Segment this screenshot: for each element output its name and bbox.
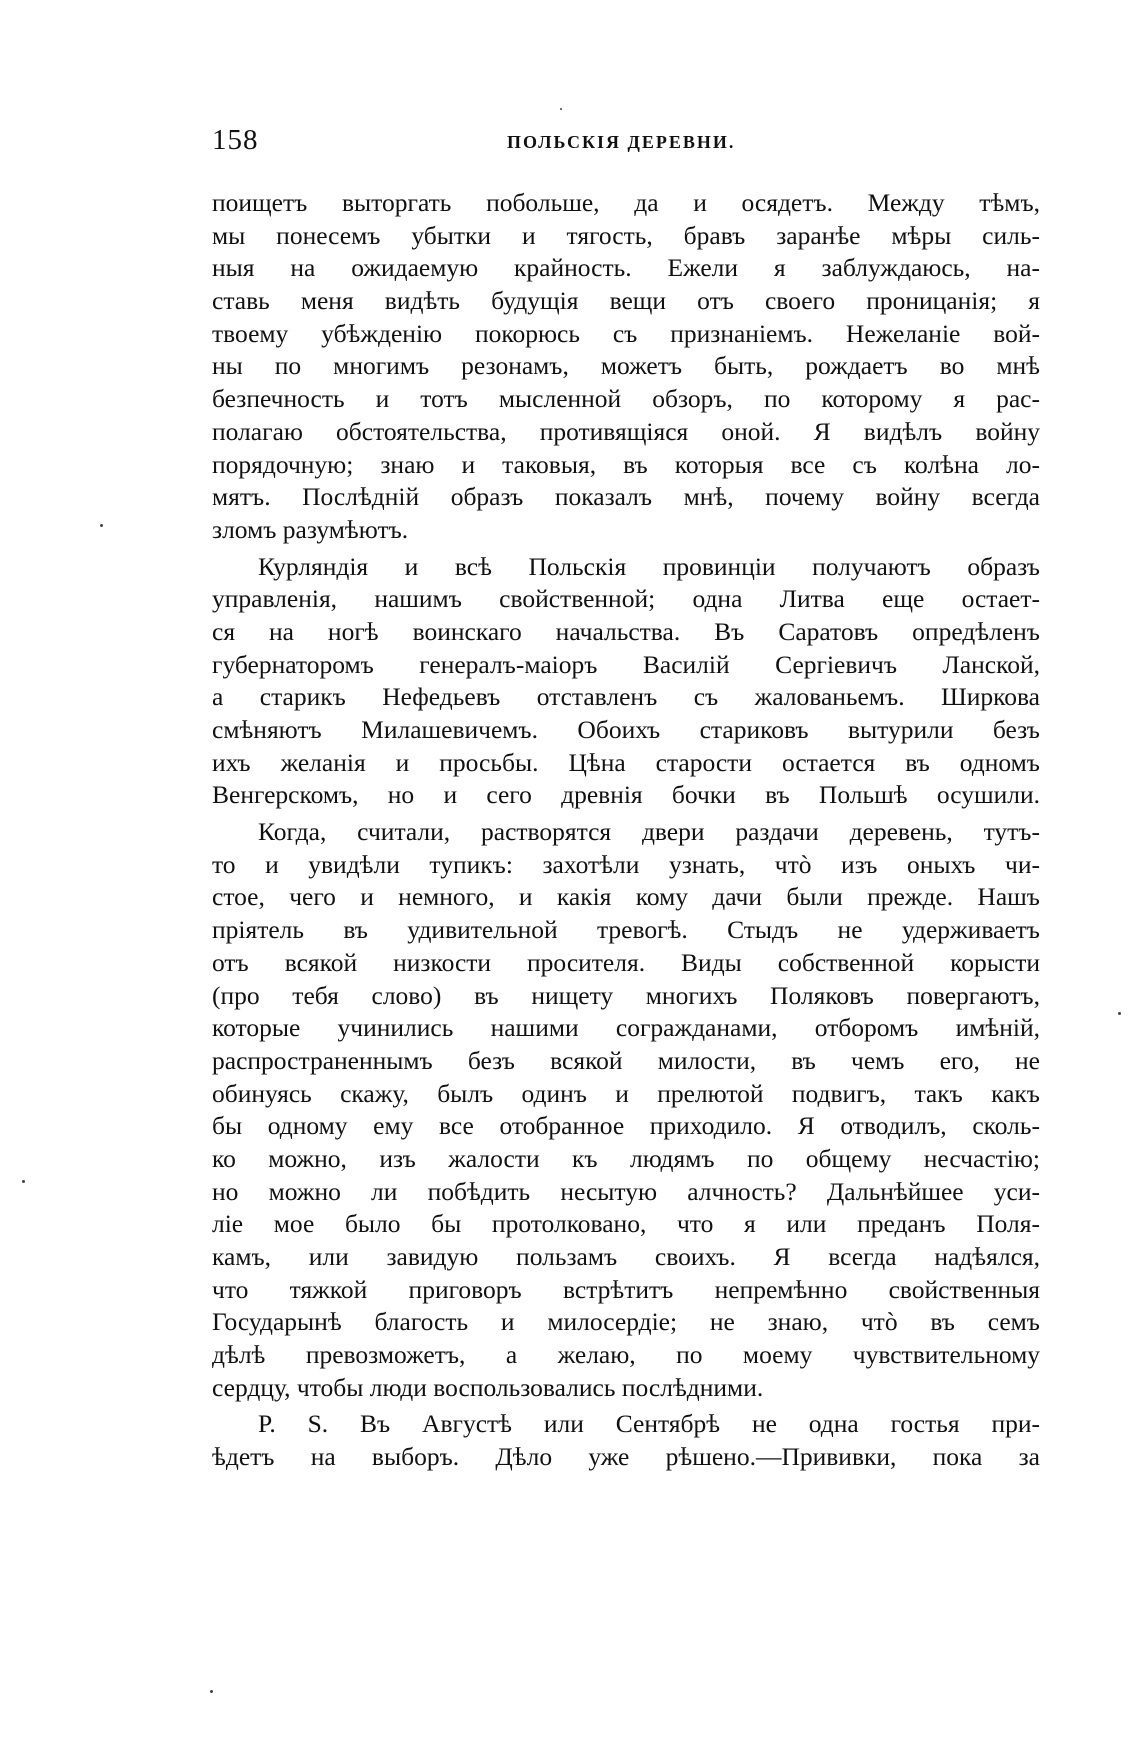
text-line: но можно ли побѣдить несытую алчность? Дальнѣйшее уси- [212,1176,1040,1206]
text-line: ихъ желанія и просьбы. Цѣна старости остается въ одномъ [212,747,1040,777]
text-line: управленія, нашимъ свойственной; одна Литва еще остает- [212,584,1040,614]
scan-speck [210,1690,213,1693]
text-line: стое, чего и немного, и какія кому дачи были прежде. Нашъ [212,882,1040,912]
text-line: ны по многимъ резонамъ, можетъ быть, рождаетъ во мнѣ [212,351,1040,381]
text-line: ѣдетъ на выборъ. Дѣло уже рѣшено.—Прививки, пока за [212,1442,1040,1472]
text-line: P. S. Въ Августѣ или Сентябрѣ не одна гостья при- [258,1409,1040,1439]
text-line: обинуясь скажу, былъ одинъ и прелютой подвигъ, такъ какъ [212,1078,1040,1108]
text-line: которые учинились нашими согражданами, отборомъ имѣній, [212,1013,1040,1043]
text-line: отъ всякой низкости просителя. Виды собственной корысти [212,947,1040,977]
text-line: пріятель въ удивительной тревогѣ. Стыдъ не удерживаетъ [212,915,1040,945]
text-line: порядочную; знаю и таковыя, въ которыя все съ колѣна ло- [212,449,1040,479]
page-header [212,124,1040,164]
scan-speck [22,1180,25,1183]
text-line: Когда, считали, растворятся двери раздачи деревень, тутъ- [258,817,1040,847]
paragraph-3 [212,816,1040,1404]
text-line: поищетъ выторгать побольше, да и осядетъ. Между тѣмъ, [212,188,1040,217]
text-line: бы одному ему все отобранное приходило. Я отводилъ, сколь- [212,1111,1040,1141]
running-head: ПОЛЬСКІЯ ДЕРЕВНИ. [507,132,736,152]
paragraph-1 [212,187,1040,547]
text-line: Венгерскомъ, но и сего древнія бочки въ Польшѣ осушили. [212,780,1040,810]
body-text [212,187,1040,1474]
text-line: то и увидѣли тупикъ: захотѣли узнать, чтò изъ оныхъ чи- [212,849,1040,879]
text-line: смѣняютъ Милашевичемъ. Обоихъ стариковъ вытурили безъ [212,715,1040,744]
text-line: дѣлѣ превозможетъ, а желаю, по моему чувствительному [212,1340,1040,1370]
text-line: камъ, или завидую пользамъ своихъ. Я всегда надѣялся, [212,1242,1040,1271]
text-line: сердцу, чтобы люди воспользовались послѣдними. [212,1372,764,1402]
text-line: ныя на ожидаемую крайность. Ежели я заблуждаюсь, на- [212,253,1040,283]
paragraph-postscript [212,1408,1040,1473]
scan-speck [560,108,562,110]
text-line: ставь меня видѣть будущія вещи отъ своего проницанія; я [212,286,1040,316]
text-line: ся на ногѣ воинскаго начальства. Въ Саратовъ опредѣленъ [212,616,1040,646]
scan-speck [1118,1012,1121,1015]
text-line: а старикъ Нефедьевъ отставленъ съ жалованьемъ. Ширкова [212,682,1040,712]
text-line: распространеннымъ безъ всякой милости, въ чемъ его, не [212,1045,1040,1075]
text-line: ко можно, изъ жалости къ людямъ по общему несчастію; [212,1143,1040,1173]
text-line: зломъ разумѣютъ. [212,514,409,544]
paragraph-2 [212,551,1040,813]
page-number: 158 [212,124,259,156]
scan-speck [100,524,103,527]
text-line: мы понесемъ убытки и тягость, бравъ заранѣе мѣры силь- [212,220,1040,250]
text-line: мятъ. Послѣдній образъ показалъ мнѣ, почему войну всегда [212,482,1040,512]
text-line: Государынѣ благость и милосердіе; не знаю, чтò въ семъ [212,1307,1040,1337]
text-line: безпечность и тотъ мысленной обзоръ, по которому я рас- [212,384,1040,414]
text-line: губернаторомъ генералъ-маіоръ Василій Сергіевичъ Ланской, [212,649,1040,679]
text-line: твоему убѣжденію покорюсь съ признаніемъ. Нежеланіе вой- [212,318,1040,348]
text-line: (про тебя слово) въ нищету многихъ Поляковъ повергаютъ, [212,980,1040,1010]
text-line: полагаю обстоятельства, противящіяся оной. Я видѣлъ войну [212,416,1040,446]
text-line: ліе мое было бы протолковано, что я или преданъ Поля- [212,1209,1040,1239]
text-line: что тяжкой приговоръ встрѣтитъ непремѣнно свойственныя [212,1274,1040,1304]
text-line: Курляндія и всѣ Польскія провинціи получаютъ образъ [258,551,1040,581]
